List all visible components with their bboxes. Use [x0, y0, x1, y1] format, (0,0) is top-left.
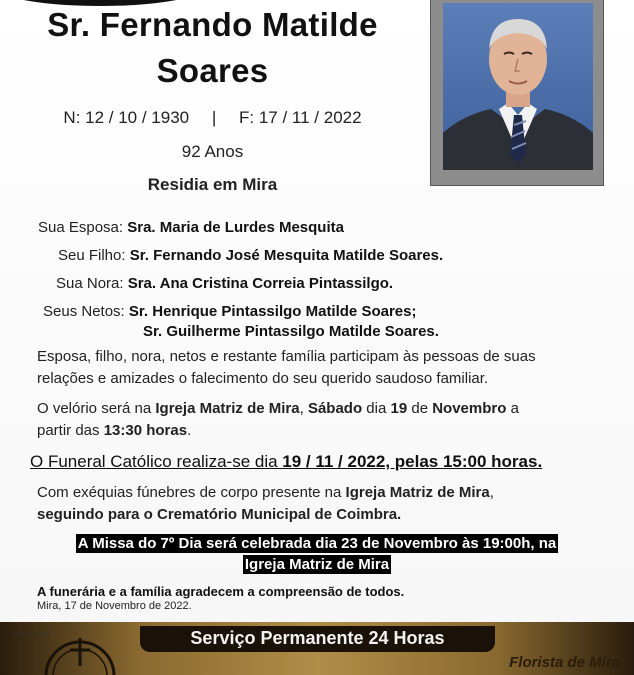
funeral-date: 19 / 11 / 2022, pelas 15:00 horas.	[282, 452, 543, 471]
announcement-line2: relações e amizades o falecimento do seu querido saudoso familiar.	[37, 370, 489, 387]
family-son	[58, 247, 443, 264]
mass-line1	[0, 535, 634, 552]
ceremony-text: Com exéquias fúnebres de corpo presente na	[37, 484, 346, 501]
wake-text: dia	[362, 400, 391, 417]
deceased-name-line2: Soares	[156, 52, 269, 89]
deceased-name-line1: Sr. Fernando Matilde	[47, 6, 378, 43]
wake-text: O velório será na	[37, 400, 156, 417]
wake-day: Sábado	[307, 400, 363, 417]
family-name: Sr. Fernando José Mesquita Matilde Soares.	[129, 247, 444, 264]
life-dates	[0, 108, 425, 128]
wake-month: Novembro	[432, 400, 507, 417]
death-date: F: 17 / 11 / 2022	[239, 108, 362, 127]
family-grandchildren	[43, 303, 416, 320]
family-spouse	[38, 219, 344, 236]
mass-place: Igreja Matriz de Mira	[244, 556, 390, 573]
family-name: Sra. Ana Cristina Correia Pintassilgo.	[127, 275, 394, 292]
funeral-line	[30, 452, 542, 472]
wake-date: 19	[390, 400, 408, 417]
family-role: Seu Filho:	[58, 247, 126, 264]
family-name: Sr. Henrique Pintassilgo Matilde Soares;	[128, 303, 417, 320]
family-name: Sra. Maria de Lurdes Mesquita	[127, 219, 344, 236]
wake-place: Igreja Matriz de Mira	[155, 400, 300, 417]
portrait-illustration	[443, 3, 593, 170]
wake-text: .	[187, 422, 192, 439]
date-separator: |	[211, 108, 217, 127]
dgae-number: DGAE - 2841	[14, 632, 50, 638]
funeral-text: O Funeral Católico realiza-se dia	[30, 452, 283, 471]
family-grandchildren-line2	[143, 323, 439, 340]
wake-text: a	[506, 400, 519, 417]
family-daughter-in-law	[56, 275, 393, 292]
wake-line2	[37, 420, 600, 442]
announcement-line1: Esposa, filho, nora, netos e restante família participam às pessoas de suas	[37, 348, 536, 365]
ceremony-crematorium: seguindo para o Crematório Municipal de Coimbra.	[37, 506, 402, 523]
wake-paragraph	[37, 398, 600, 442]
portrait-photo	[443, 3, 593, 170]
mass-text: A Missa do 7º Dia será celebrada dia 23 de Novembro às 19:00h, na	[77, 535, 557, 552]
wake-line1	[37, 398, 600, 420]
announcement-paragraph	[37, 346, 600, 390]
service-text: Serviço Permanente 24 Horas	[190, 628, 445, 648]
wake-text: ,	[299, 400, 308, 417]
ceremony-line2	[37, 504, 600, 526]
mass-line2	[0, 556, 634, 573]
portrait-frame	[430, 0, 604, 186]
wake-text: partir das	[37, 422, 104, 439]
family-name: Sr. Guilherme Pintassilgo Matilde Soares.	[143, 323, 439, 340]
funeral-home-logo-icon	[40, 636, 120, 675]
thanks-text: A funerária e a família agradecem a compreensão de todos.	[37, 584, 405, 599]
age: 92 Anos	[181, 142, 244, 161]
wake-time: 13:30 horas	[103, 422, 188, 439]
residence: Residia em Mira	[147, 175, 278, 194]
birth-date: N: 12 / 10 / 1930	[63, 108, 190, 127]
ceremony-paragraph	[37, 482, 600, 526]
florist-name: Florista de Mira	[509, 654, 620, 671]
family-role: Sua Esposa:	[38, 219, 124, 236]
ceremony-text: ,	[489, 484, 494, 501]
family-role: Sua Nora:	[56, 275, 124, 292]
ceremony-line1	[37, 482, 600, 504]
date-place: Mira, 17 de Novembro de 2022.	[37, 600, 192, 612]
family-role: Seus Netos:	[43, 303, 125, 320]
ceremony-place: Igreja Matriz de Mira	[345, 484, 490, 501]
wake-text: de	[407, 400, 433, 417]
